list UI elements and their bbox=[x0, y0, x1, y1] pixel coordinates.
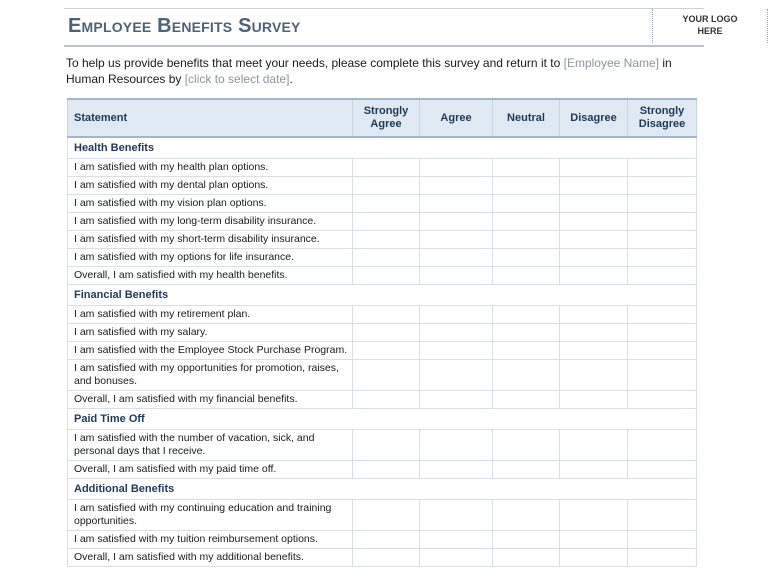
rating-cell-disagree[interactable] bbox=[560, 500, 628, 531]
statement-text: I am satisfied with my dental plan options. bbox=[68, 177, 353, 195]
section-row bbox=[68, 285, 697, 306]
table-header-row bbox=[68, 99, 697, 137]
page-title: Employee Benefits Survey bbox=[68, 15, 301, 37]
rating-cell-strongly-disagree[interactable] bbox=[628, 159, 697, 177]
statement-text: I am satisfied with my short-term disability insurance. bbox=[68, 231, 353, 249]
statement-text: I am satisfied with my opportunities for promotion, raises, and bonuses. bbox=[68, 360, 353, 391]
table-row bbox=[68, 213, 697, 231]
rating-cell-agree[interactable] bbox=[420, 195, 493, 213]
table-row bbox=[68, 267, 697, 285]
rating-cell-disagree[interactable] bbox=[560, 177, 628, 195]
statement-text: I am satisfied with my health plan options. bbox=[68, 159, 353, 177]
section-title: Health Benefits bbox=[68, 137, 353, 159]
rating-cell-strongly-disagree[interactable] bbox=[628, 249, 697, 267]
table-row bbox=[68, 231, 697, 249]
column-header-agree: Agree bbox=[420, 99, 493, 137]
statement-text: Overall, I am satisfied with my additional benefits. bbox=[68, 549, 353, 567]
section-row bbox=[68, 137, 697, 159]
rating-cell-neutral[interactable] bbox=[493, 549, 560, 567]
statement-text: I am satisfied with the number of vacation, sick, and personal days that I receive. bbox=[68, 430, 353, 461]
rating-cell-agree[interactable] bbox=[420, 500, 493, 531]
rating-cell-neutral[interactable] bbox=[493, 461, 560, 479]
rating-cell-disagree[interactable] bbox=[560, 461, 628, 479]
survey-table-body bbox=[68, 137, 697, 567]
rating-cell-disagree[interactable] bbox=[560, 531, 628, 549]
table-row bbox=[68, 500, 697, 531]
statement-text: I am satisfied with my retirement plan. bbox=[68, 306, 353, 324]
statement-text: I am satisfied with my vision plan options. bbox=[68, 195, 353, 213]
statement-text: Overall, I am satisfied with my health benefits. bbox=[68, 267, 353, 285]
statement-text: Overall, I am satisfied with my paid time off. bbox=[68, 461, 353, 479]
rating-cell-strongly-disagree[interactable] bbox=[628, 177, 697, 195]
table-row bbox=[68, 195, 697, 213]
column-header-disagree: Disagree bbox=[560, 99, 628, 137]
rating-cell-strongly-disagree[interactable] bbox=[628, 500, 697, 531]
rating-cell-strongly-agree[interactable] bbox=[353, 267, 420, 285]
intro-text-2: in Human Resources by bbox=[66, 56, 672, 86]
rating-cell-neutral[interactable] bbox=[493, 324, 560, 342]
rating-cell-strongly-disagree[interactable] bbox=[628, 213, 697, 231]
rating-cell-agree[interactable] bbox=[420, 430, 493, 461]
rating-cell-strongly-agree[interactable] bbox=[353, 249, 420, 267]
statement-text: I am satisfied with the Employee Stock Purchase Program. bbox=[68, 342, 353, 360]
rating-cell-neutral[interactable] bbox=[493, 500, 560, 531]
rating-cell-strongly-agree[interactable] bbox=[353, 195, 420, 213]
intro-text-1: To help us provide benefits that meet your needs, please complete this survey and return it to bbox=[66, 56, 564, 70]
rating-cell-agree[interactable] bbox=[420, 342, 493, 360]
rating-cell-agree[interactable] bbox=[420, 360, 493, 391]
rating-cell-strongly-agree[interactable] bbox=[353, 549, 420, 567]
rating-cell-neutral[interactable] bbox=[493, 249, 560, 267]
rating-cell-strongly-disagree[interactable] bbox=[628, 531, 697, 549]
intro-text-3: . bbox=[289, 72, 293, 86]
statement-text: I am satisfied with my long-term disability insurance. bbox=[68, 213, 353, 231]
rating-cell-disagree[interactable] bbox=[560, 306, 628, 324]
rating-cell-disagree[interactable] bbox=[560, 360, 628, 391]
rating-cell-neutral[interactable] bbox=[493, 430, 560, 461]
rating-cell-neutral[interactable] bbox=[493, 360, 560, 391]
table-row bbox=[68, 324, 697, 342]
rating-cell-agree[interactable] bbox=[420, 177, 493, 195]
rating-cell-disagree[interactable] bbox=[560, 342, 628, 360]
table-row bbox=[68, 360, 697, 391]
rating-cell-strongly-disagree[interactable] bbox=[628, 549, 697, 567]
rating-cell-agree[interactable] bbox=[420, 231, 493, 249]
table-row bbox=[68, 531, 697, 549]
rating-cell-disagree[interactable] bbox=[560, 324, 628, 342]
rating-cell-strongly-disagree[interactable] bbox=[628, 461, 697, 479]
table-row bbox=[68, 430, 697, 461]
column-header-strongly-agree: Strongly Agree bbox=[353, 99, 420, 137]
rating-cell-disagree[interactable] bbox=[560, 195, 628, 213]
rating-cell-strongly-disagree[interactable] bbox=[628, 342, 697, 360]
rating-cell-strongly-agree[interactable] bbox=[353, 430, 420, 461]
table-row bbox=[68, 249, 697, 267]
rating-cell-strongly-agree[interactable] bbox=[353, 231, 420, 249]
rating-cell-agree[interactable] bbox=[420, 531, 493, 549]
rating-cell-strongly-disagree[interactable] bbox=[628, 195, 697, 213]
employee-name-field[interactable]: [Employee Name] bbox=[563, 56, 659, 70]
rating-cell-neutral[interactable] bbox=[493, 195, 560, 213]
rating-cell-strongly-disagree[interactable] bbox=[628, 324, 697, 342]
rating-cell-neutral[interactable] bbox=[493, 159, 560, 177]
rating-cell-disagree[interactable] bbox=[560, 549, 628, 567]
rating-cell-agree[interactable] bbox=[420, 159, 493, 177]
rating-cell-disagree[interactable] bbox=[560, 231, 628, 249]
rating-cell-disagree[interactable] bbox=[560, 267, 628, 285]
rating-cell-agree[interactable] bbox=[420, 324, 493, 342]
survey-table bbox=[67, 98, 697, 567]
column-header-statement: Statement bbox=[68, 99, 353, 137]
rating-cell-agree[interactable] bbox=[420, 249, 493, 267]
section-row bbox=[68, 409, 697, 430]
rating-cell-strongly-disagree[interactable] bbox=[628, 267, 697, 285]
rating-cell-strongly-disagree[interactable] bbox=[628, 360, 697, 391]
section-row bbox=[68, 479, 697, 500]
logo-placeholder-text: YOUR LOGO HERE bbox=[682, 14, 738, 36]
statement-text: I am satisfied with my continuing education and training opportunities. bbox=[68, 500, 353, 531]
rating-cell-neutral[interactable] bbox=[493, 342, 560, 360]
rating-cell-strongly-agree[interactable] bbox=[353, 500, 420, 531]
date-picker-field[interactable]: [click to select date] bbox=[184, 72, 290, 86]
rating-cell-strongly-disagree[interactable] bbox=[628, 306, 697, 324]
rating-cell-disagree[interactable] bbox=[560, 213, 628, 231]
rating-cell-agree[interactable] bbox=[420, 306, 493, 324]
rating-cell-disagree[interactable] bbox=[560, 249, 628, 267]
intro-paragraph bbox=[66, 55, 706, 87]
section-title: Financial Benefits bbox=[68, 285, 353, 306]
rating-cell-agree[interactable] bbox=[420, 549, 493, 567]
rating-cell-disagree[interactable] bbox=[560, 430, 628, 461]
rating-cell-strongly-agree[interactable] bbox=[353, 177, 420, 195]
rating-cell-agree[interactable] bbox=[420, 461, 493, 479]
rating-cell-strongly-agree[interactable] bbox=[353, 159, 420, 177]
statement-text: I am satisfied with my salary. bbox=[68, 324, 353, 342]
rating-cell-neutral[interactable] bbox=[493, 213, 560, 231]
section-spacer bbox=[353, 409, 697, 430]
rating-cell-strongly-disagree[interactable] bbox=[628, 430, 697, 461]
rating-cell-neutral[interactable] bbox=[493, 177, 560, 195]
statement-text: I am satisfied with my options for life insurance. bbox=[68, 249, 353, 267]
table-row bbox=[68, 342, 697, 360]
rating-cell-disagree[interactable] bbox=[560, 159, 628, 177]
rating-cell-agree[interactable] bbox=[420, 391, 493, 409]
rating-cell-strongly-agree[interactable] bbox=[353, 531, 420, 549]
section-spacer bbox=[353, 285, 697, 306]
rating-cell-strongly-disagree[interactable] bbox=[628, 231, 697, 249]
section-title: Paid Time Off bbox=[68, 409, 353, 430]
rating-cell-neutral[interactable] bbox=[493, 306, 560, 324]
statement-text: I am satisfied with my tuition reimbursement options. bbox=[68, 531, 353, 549]
table-row bbox=[68, 391, 697, 409]
rating-cell-strongly-agree[interactable] bbox=[353, 213, 420, 231]
logo-placeholder[interactable] bbox=[652, 9, 768, 43]
table-row bbox=[68, 306, 697, 324]
section-spacer bbox=[353, 137, 697, 159]
column-header-neutral: Neutral bbox=[493, 99, 560, 137]
rating-cell-strongly-agree[interactable] bbox=[353, 342, 420, 360]
table-row bbox=[68, 549, 697, 567]
rating-cell-strongly-agree[interactable] bbox=[353, 391, 420, 409]
table-row bbox=[68, 159, 697, 177]
rating-cell-neutral[interactable] bbox=[493, 531, 560, 549]
rating-cell-strongly-agree[interactable] bbox=[353, 360, 420, 391]
rating-cell-strongly-disagree[interactable] bbox=[628, 391, 697, 409]
rating-cell-strongly-agree[interactable] bbox=[353, 461, 420, 479]
rating-cell-disagree[interactable] bbox=[560, 391, 628, 409]
survey-header bbox=[64, 8, 738, 47]
rating-cell-strongly-agree[interactable] bbox=[353, 306, 420, 324]
rating-cell-neutral[interactable] bbox=[493, 231, 560, 249]
rating-cell-strongly-agree[interactable] bbox=[353, 324, 420, 342]
rating-cell-neutral[interactable] bbox=[493, 267, 560, 285]
statement-text: Overall, I am satisfied with my financial benefits. bbox=[68, 391, 353, 409]
column-header-strongly-disagree: Strongly Disagree bbox=[628, 99, 697, 137]
section-spacer bbox=[353, 479, 697, 500]
rating-cell-agree[interactable] bbox=[420, 213, 493, 231]
section-title: Additional Benefits bbox=[68, 479, 353, 500]
table-row bbox=[68, 461, 697, 479]
table-row bbox=[68, 177, 697, 195]
rating-cell-agree[interactable] bbox=[420, 267, 493, 285]
rating-cell-neutral[interactable] bbox=[493, 391, 560, 409]
